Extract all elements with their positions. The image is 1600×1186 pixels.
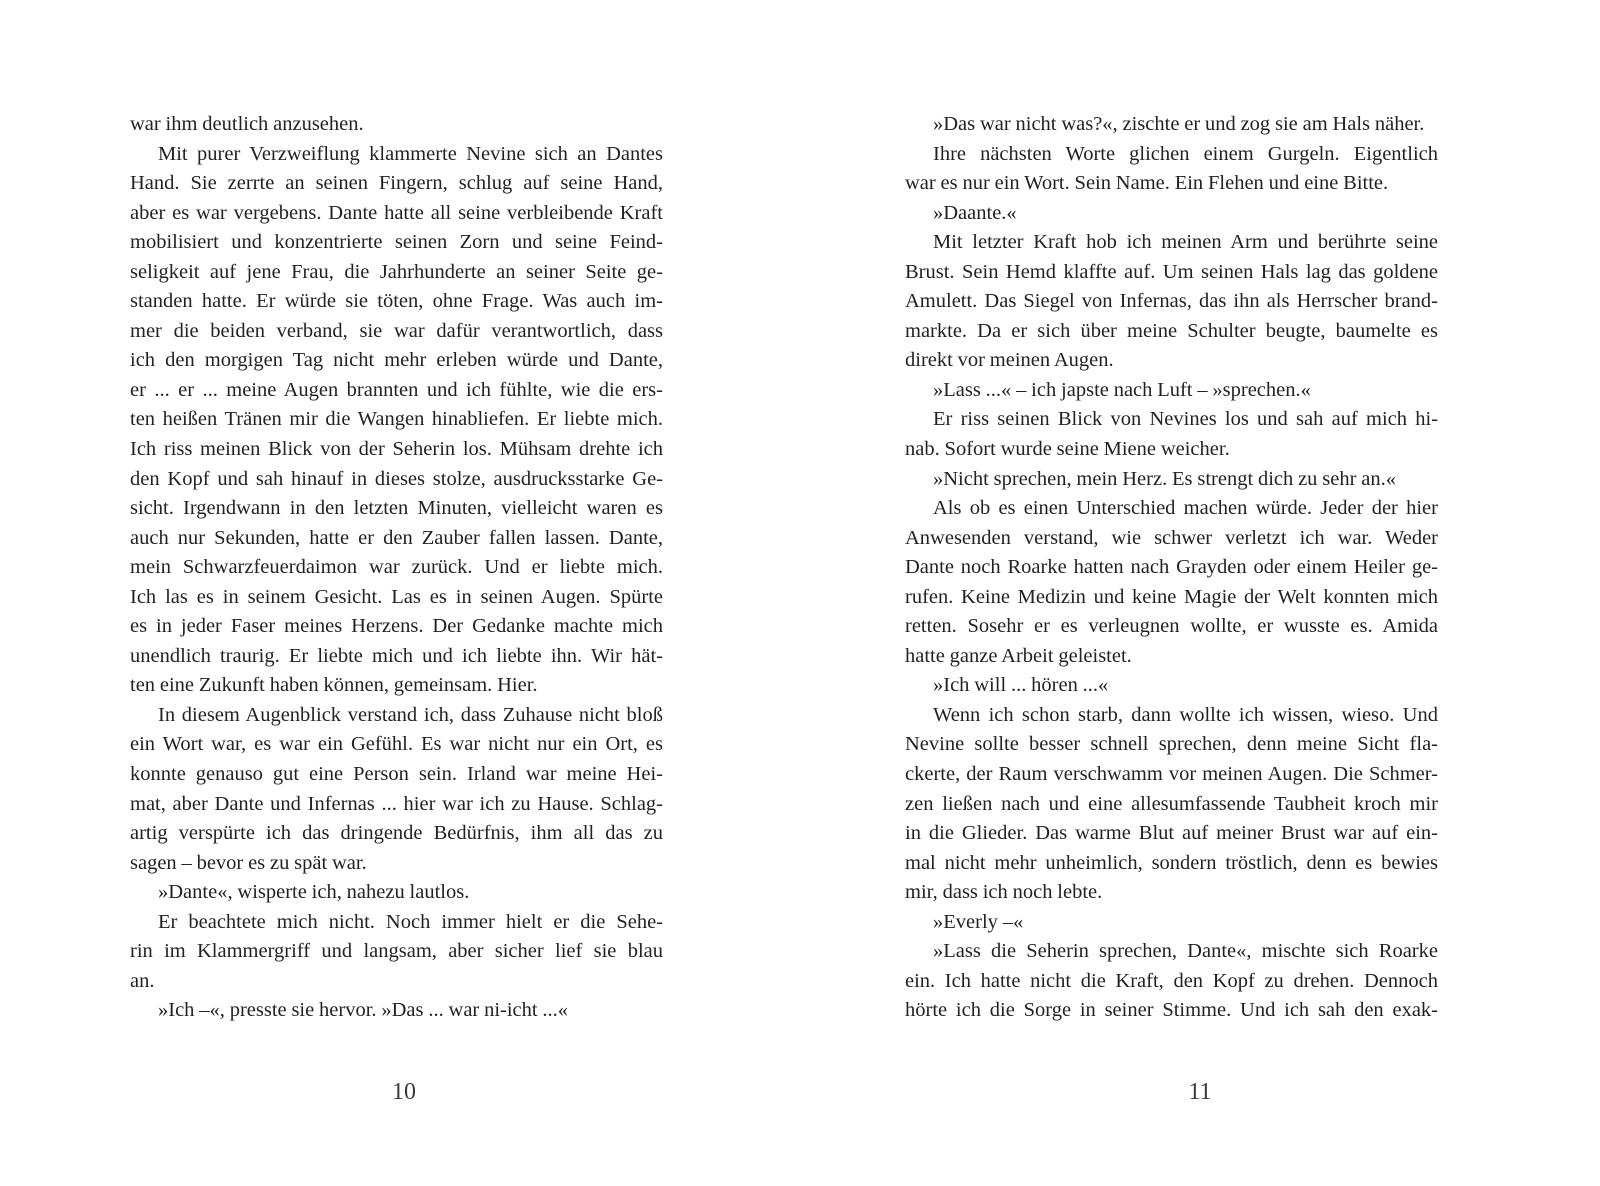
text-line: ich den morgigen Tag nicht mehr erleben würde und Dante, [130, 349, 663, 372]
text-line: Ich riss meinen Blick von der Seherin los. Mühsam drehte ich [130, 438, 663, 461]
text-line: Ihre nächsten Worte glichen einem Gurgeln. Eigentlich [933, 142, 1438, 165]
text-line: es in jeder Faser meines Herzens. Der Gedanke machte mich [130, 615, 663, 638]
text-line: »Lass die Seherin sprechen, Dante«, mischte sich Roarke [933, 940, 1438, 963]
text-line: retten. Sosehr er es verleugnen wollte, er wusste es. Amida [905, 615, 1438, 638]
text-line: sagen – bevor es zu spät war. [130, 851, 367, 874]
text-line: Als ob es einen Unterschied machen würde. Jeder der hier [933, 497, 1438, 520]
text-line: mein Schwarzfeuerdaimon war zurück. Und er liebte mich. [130, 556, 663, 579]
text-line: mat, aber Dante und Infernas ... hier war ich zu Hause. Schlag- [130, 792, 663, 815]
text-line: seligkeit auf jene Frau, die Jahrhunderte an seiner Seite ge- [130, 260, 663, 283]
text-line: den Kopf und sah hinauf in dieses stolze, ausdrucksstarke Ge- [130, 467, 663, 490]
text-line: standen hatte. Er würde sie töten, ohne Frage. Was auch im- [130, 290, 663, 313]
text-line: Hand. Sie zerrte an seinen Fingern, schlug auf seine Hand, [130, 172, 663, 195]
text-line: mer die beiden verband, sie war dafür verantwortlich, dass [130, 319, 663, 342]
text-line: ckerte, der Raum verschwamm vor meinen Augen. Die Schmer- [905, 763, 1438, 786]
text-line: Mit letzter Kraft hob ich meinen Arm und berührte seine [933, 231, 1438, 254]
text-line: Er riss seinen Blick von Nevines los und sah auf mich hi- [933, 408, 1438, 431]
text-line: »Dante«, wisperte ich, nahezu lautlos. [158, 881, 470, 904]
text-line: aber es war vergebens. Dante hatte all seine verbleibende Kraft [130, 201, 663, 224]
page-number-left: 10 [392, 1079, 416, 1105]
text-line: an. [130, 969, 155, 992]
text-line: »Daante.« [933, 201, 1017, 224]
text-line: »Ich –«, presste sie hervor. »Das ... war ni-icht ...« [158, 999, 569, 1022]
page-number-right: 11 [1188, 1079, 1212, 1105]
text-line: rin im Klammergriff und langsam, aber sicher lief sie blau [130, 940, 663, 963]
text-line: er ... er ... meine Augen brannten und ich fühlte, wie die ers- [130, 378, 663, 401]
text-line: markte. Da er sich über meine Schulter beugte, baumelte es [905, 319, 1438, 342]
text-line: war es nur ein Wort. Sein Name. Ein Flehen und eine Bitte. [905, 172, 1389, 195]
text-line: konnte genauso gut eine Person sein. Irland war meine Hei- [130, 763, 663, 786]
text-line: ten eine Zukunft haben können, gemeinsam. Hier. [130, 674, 538, 697]
page-left-text [130, 110, 663, 1026]
text-line: zen ließen nach und eine allesumfassende Taubheit kroch mir [905, 792, 1438, 815]
text-line: »Lass ...« – ich japste nach Luft – »sprechen.« [933, 378, 1311, 401]
text-line: war ihm deutlich anzusehen. [130, 113, 364, 135]
text-line: ten heißen Tränen mir die Wangen hinabliefen. Er liebte mich. [130, 408, 663, 431]
text-line: mobilisiert und konzentrierte seinen Zorn und seine Feind- [130, 231, 663, 254]
text-line: hörte ich die Sorge in seiner Stimme. Und ich sah den exak- [905, 999, 1438, 1022]
text-line: Er beachtete mich nicht. Noch immer hielt er die Sehe- [158, 910, 663, 933]
text-line: »Das war nicht was?«, zischte er und zog sie am Hals näher. [933, 113, 1425, 135]
text-line: Amulett. Das Siegel von Infernas, das ihn als Herrscher brand- [905, 290, 1438, 313]
text-line: »Nicht sprechen, mein Herz. Es strengt dich zu sehr an.« [933, 467, 1396, 490]
text-line: mal nicht mehr unheimlich, sondern tröstlich, denn es bewies [905, 851, 1438, 874]
text-line: Mit purer Verzweiflung klammerte Nevine sich an Dantes [158, 142, 663, 165]
text-line: In diesem Augenblick verstand ich, dass Zuhause nicht bloß [158, 703, 663, 726]
text-line: Wenn ich schon starb, dann wollte ich wissen, wieso. Und [933, 703, 1438, 726]
text-line: direkt vor meinen Augen. [905, 349, 1114, 372]
page-right-text [905, 110, 1438, 1026]
text-line: Anwesenden verstand, wie schwer verletzt ich war. Weder [905, 526, 1438, 549]
text-line: Ich las es in seinem Gesicht. Las es in seinen Augen. Spürte [130, 585, 663, 608]
text-line: hatte ganze Arbeit geleistet. [905, 644, 1132, 667]
text-line: mir, dass ich noch lebte. [905, 881, 1103, 904]
text-line: in die Glieder. Das warme Blut auf meiner Brust war auf ein- [905, 822, 1438, 845]
text-line: »Ich will ... hören ...« [933, 674, 1109, 697]
text-line: Dante noch Roarke hatten nach Grayden oder einem Heiler ge- [905, 556, 1438, 579]
text-line: unendlich traurig. Er liebte mich und ich liebte ihn. Wir hät- [130, 644, 663, 667]
text-line: artig verspürte ich das dringende Bedürfnis, ihm all das zu [130, 822, 663, 845]
text-line: Brust. Sein Hemd klaffte auf. Um seinen Hals lag das goldene [905, 260, 1438, 283]
text-line: »Everly –« [933, 910, 1024, 933]
text-line: ein. Ich hatte nicht die Kraft, den Kopf zu drehen. Dennoch [905, 969, 1438, 992]
text-line: ein Wort war, es war ein Gefühl. Es war nicht nur ein Ort, es [130, 733, 663, 756]
text-line: Nevine sollte besser schnell sprechen, denn meine Sicht fla- [905, 733, 1438, 756]
text-line: nab. Sofort wurde seine Miene weicher. [905, 438, 1230, 461]
text-line: rufen. Keine Medizin und keine Magie der Welt konnten mich [905, 585, 1438, 608]
text-line: auch nur Sekunden, hatte er den Zauber fallen lassen. Dante, [130, 526, 663, 549]
text-line: sicht. Irgendwann in den letzten Minuten, vielleicht waren es [130, 497, 663, 520]
